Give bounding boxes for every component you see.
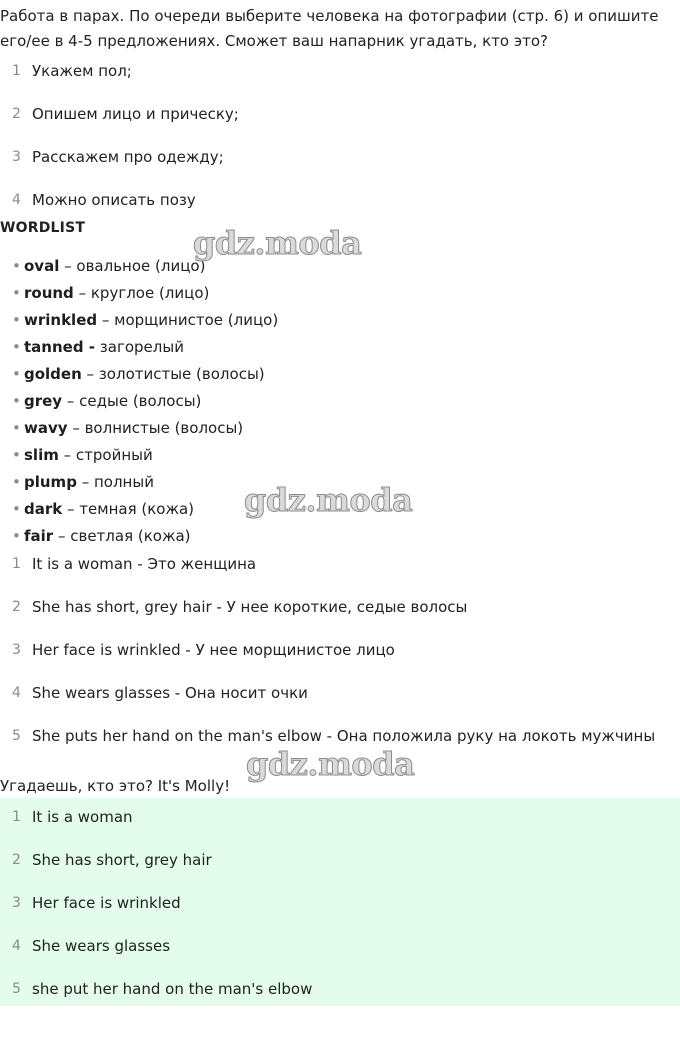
item-text: Her face is wrinkled [32, 894, 181, 912]
english-word: slim [24, 446, 59, 464]
plan-list [0, 61, 680, 233]
wordlist-item [0, 499, 278, 526]
item-text: She has short, grey hair [32, 851, 212, 869]
list-item [0, 850, 680, 893]
list-item [0, 597, 680, 640]
english-word: oval [24, 257, 60, 275]
item-number: 3 [12, 149, 21, 165]
english-word: round [24, 284, 74, 302]
translation: седые (волосы) [79, 392, 202, 410]
separator: – [58, 446, 76, 464]
separator: – [73, 284, 91, 302]
bullet-icon: • [12, 419, 21, 437]
translation: овальное (лицо) [76, 257, 206, 275]
english-word: tanned - [24, 338, 96, 356]
item-number: 4 [12, 938, 21, 954]
bullet-icon: • [12, 365, 21, 383]
translation: полный [93, 473, 154, 491]
item-text: Расскажем про одежду; [32, 148, 224, 166]
item-text: She has short, grey hair - У нее короткие, седые волосы [32, 598, 468, 616]
list-item [0, 147, 680, 190]
guess-line: Угадаешь, кто это? It's Molly! [0, 777, 231, 795]
item-number: 5 [12, 728, 21, 744]
list-item [0, 807, 680, 850]
translation: светлая (кожа) [70, 527, 191, 545]
item-text: It is a woman - Это женщина [32, 555, 257, 573]
separator: – [53, 527, 71, 545]
item-number: 3 [12, 895, 21, 911]
watermark: gdz.moda [193, 224, 362, 262]
bullet-icon: • [12, 446, 21, 464]
list-item [0, 61, 680, 104]
item-number: 4 [12, 685, 21, 701]
list-item [0, 554, 680, 597]
bullet-icon: • [12, 311, 21, 329]
item-number: 3 [12, 642, 21, 658]
item-number: 1 [12, 63, 21, 79]
separator: – [97, 311, 115, 329]
item-number: 5 [12, 981, 21, 997]
bullet-icon: • [12, 338, 21, 356]
wordlist-item [0, 391, 278, 418]
wordlist-item [0, 310, 278, 337]
item-number: 2 [12, 106, 21, 122]
item-text: she put her hand on the man's elbow [32, 980, 313, 998]
wordlist [0, 256, 278, 553]
english-word: wavy [24, 419, 68, 437]
item-number: 1 [12, 556, 21, 572]
item-text: Укажем пол; [32, 62, 132, 80]
separator: – [62, 500, 80, 518]
translation: темная (кожа) [79, 500, 195, 518]
wordlist-item [0, 364, 278, 391]
item-number: 4 [12, 192, 21, 208]
english-word: golden [24, 365, 82, 383]
separator: – [67, 419, 85, 437]
english-word: dark [24, 500, 63, 518]
bullet-icon: • [12, 284, 21, 302]
item-number: 1 [12, 809, 21, 825]
item-text: Her face is wrinkled - У нее морщинистое лицо [32, 641, 395, 659]
bullet-icon: • [12, 527, 21, 545]
watermark: gdz.moda [246, 745, 415, 783]
separator: – [76, 473, 94, 491]
separator: – [81, 365, 99, 383]
wordlist-item [0, 337, 278, 364]
translation: загорелый [99, 338, 184, 356]
item-number: 2 [12, 599, 21, 615]
wordlist-item [0, 445, 278, 472]
list-item [0, 640, 680, 683]
item-text: She wears glasses - Она носит очки [32, 684, 308, 702]
english-word: plump [24, 473, 77, 491]
task-instructions: Работа в парах. По очереди выберите человека на фотографии (стр. 6) и опишите его/ее в 4-5 предложениях. Сможет ваш напарник угадать, кто это? [0, 7, 659, 50]
wordlist-item [0, 526, 278, 553]
item-number: 2 [12, 852, 21, 868]
separator: – [62, 392, 80, 410]
answer-list [0, 807, 680, 1022]
list-item [0, 893, 680, 936]
list-item [0, 979, 680, 1022]
item-text: Опишем лицо и прическу; [32, 105, 239, 123]
english-word: wrinkled [24, 311, 98, 329]
wordlist-item [0, 472, 278, 499]
english-word: grey [24, 392, 63, 410]
translation: стройный [75, 446, 153, 464]
english-word: fair [24, 527, 54, 545]
list-item [0, 683, 680, 726]
bullet-icon: • [12, 257, 21, 275]
translation: золотистые (волосы) [98, 365, 265, 383]
wordlist-item [0, 418, 278, 445]
item-text: Можно описать позу [32, 191, 196, 209]
translation: волнистые (волосы) [84, 419, 244, 437]
wordlist-item [0, 283, 278, 310]
item-text: She puts her hand on the man's elbow - Она положила руку на локоть мужчины [32, 727, 656, 745]
bullet-icon: • [12, 500, 21, 518]
translation: круглое (лицо) [90, 284, 210, 302]
item-text: It is a woman [32, 808, 133, 826]
wordlist-heading: WORDLIST [0, 220, 86, 236]
separator: – [59, 257, 77, 275]
watermark: gdz.moda [244, 481, 413, 519]
sentence-list [0, 554, 680, 769]
list-item [0, 936, 680, 979]
list-item [0, 104, 680, 147]
bullet-icon: • [12, 392, 21, 410]
bullet-icon: • [12, 473, 21, 491]
translation: морщинистое (лицо) [114, 311, 279, 329]
item-text: She wears glasses [32, 937, 171, 955]
